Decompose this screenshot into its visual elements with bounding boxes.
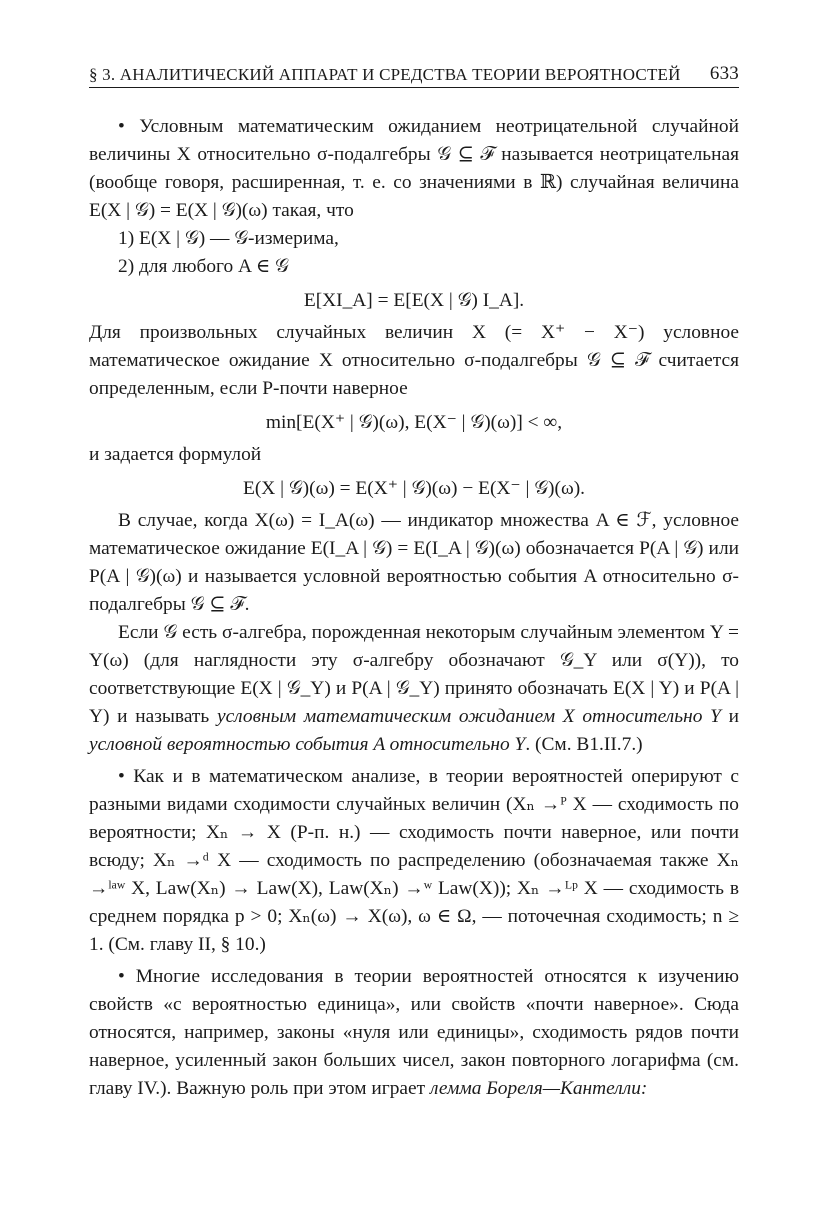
paragraph-generated-sigma-algebra — [89, 619, 739, 759]
paragraph-formula-intro: и задается формулой — [89, 444, 262, 465]
term-joiner: и — [728, 706, 739, 727]
formula-3: E(X | 𝒢)(ω) = E(X⁺ | 𝒢)(ω) − E(X⁻ | 𝒢)(ω). — [242, 478, 586, 499]
page-body — [89, 113, 739, 1103]
formula-2: min[E(X⁺ | 𝒢)(ω), E(X⁻ | 𝒢)(ω)] < ∞, — [265, 412, 563, 433]
term-borel-cantelli: лемма Бореля—Кантелли: — [429, 1078, 648, 1099]
paragraph-almost-sure-properties — [89, 963, 739, 1103]
paragraph-arbitrary-variables: Для произвольных случайных величин X (= X⁺ − X⁻) условное математическое ожидание X относительно σ-подалгебры 𝒢 ⊆ ℱ считается определенным, если P-почти наверное — [89, 322, 739, 399]
paragraph-definition-intro: • Условным математическим ожиданием неотрицательной случайной величины X относительно σ-подалгебры 𝒢 ⊆ ℱ называется неотрицательная (вообще говоря, расширенная, т. е. со значениями в ℝ) случайная величина E(X | 𝒢) = E(X | 𝒢)(ω) такая, что — [89, 116, 739, 221]
term-conditional-expectation: условным математическим ожиданием X относительно Y — [216, 706, 721, 727]
section-title: § 3. АНАЛИТИЧЕСКИЙ АППАРАТ И СРЕДСТВА ТЕОРИИ ВЕРОЯТНОСТЕЙ — [89, 65, 681, 84]
generated-sigma-text: Если 𝒢 есть σ-алгебра, порожденная некоторым случайным элементом Y = Y(ω) (для наглядности эту σ-алгебру обозначают 𝒢_Y или σ(Y)), то соответствующие E(X | 𝒢_Y) и P(A | 𝒢_Y) принято обозначать E(X | Y) и P(A | Y) и называть — [89, 622, 739, 727]
term-conditional-probability: условной вероятностью события A относительно Y — [89, 734, 526, 755]
paragraph-indicator-case: В случае, когда X(ω) = I_A(ω) — индикатор множества A ∈ ℱ, условное математическое ожидание E(I_A | 𝒢) = E(I_A | 𝒢)(ω) обозначается P(A | 𝒢) или P(A | 𝒢)(ω) и называется условной вероятностью события A относительно σ-подалгебры 𝒢 ⊆ ℱ. — [89, 510, 739, 615]
formula-1: E[XI_A] = E[E(X | 𝒢) I_A]. — [303, 290, 525, 311]
running-head — [89, 58, 739, 88]
page-number: 633 — [709, 63, 739, 84]
list-item-2: 2) для любого A ∈ 𝒢 — [118, 256, 289, 277]
list-item-1: 1) E(X | 𝒢) — 𝒢-измерима, — [118, 228, 339, 249]
almost-sure-text: • Многие исследования в теории вероятностей относятся к изучению свойств «с вероятностью единица», или свойств «почти наверное». Сюда относятся, например, законы «нуля или единицы», сходимость рядов почти наверное, усиленный закон больших чисел, закон повторного логарифма (см. главу IV.). Важную роль при этом играет — [89, 966, 739, 1099]
cross-reference: . (См. B1.II.7.) — [525, 734, 643, 755]
paragraph-convergence-types: • Как и в математическом анализе, в теории вероятностей оперируют с разными видами сходимости случайных величин (Xₙ →ᴾ X — сходимость по вероятности; Xₙ → X (P-п. н.) — сходимость почти наверное, или почти всюду; Xₙ →ᵈ X — сходимость по распределению (обозначаемая также Xₙ →ˡᵃʷ X, Law(Xₙ) → Law(X), Law(Xₙ) →ʷ Law(X)); Xₙ →ᴸᵖ X — сходимость в среднем порядка p > 0; Xₙ(ω) → X(ω), ω ∈ Ω, — поточечная сходимость; n ≥ 1. (См. главу II, § 10.) — [89, 766, 739, 955]
